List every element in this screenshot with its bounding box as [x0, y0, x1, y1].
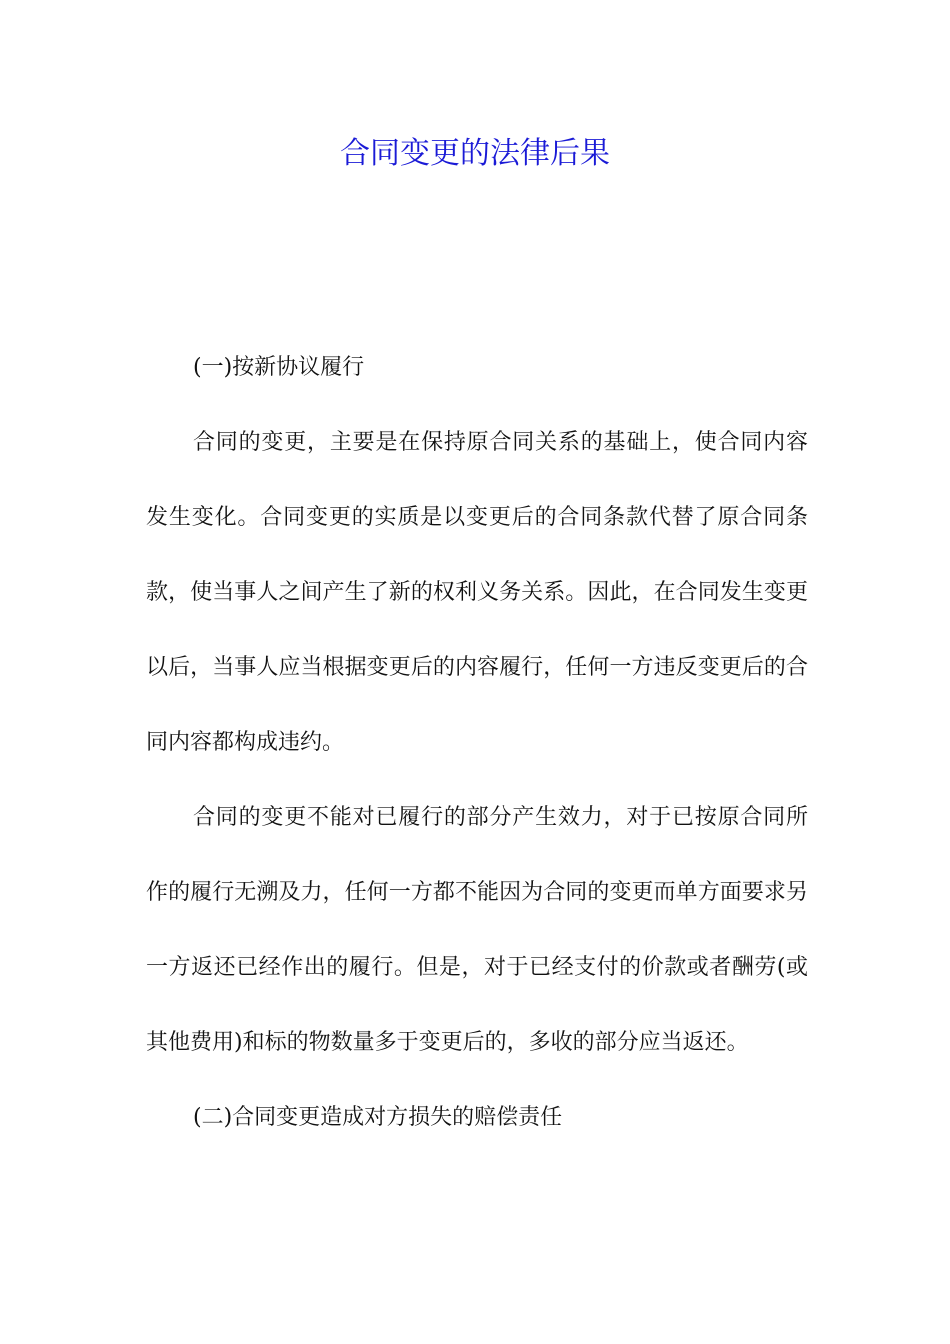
- paragraph-2: 合同的变更不能对已履行的部分产生效力，对于已按原合同所作的履行无溯及力，任何一方都不能因为合同的变更而单方面要求另一方返还已经作出的履行。但是，对于已经支付的价款或者酬劳(或其他费用)和标的物数量多于变更后的，多收的部分应当返还。: [146, 805, 808, 1055]
- section-heading-1: (一)按新协议履行: [193, 355, 365, 380]
- paragraph-1: 合同的变更，主要是在保持原合同关系的基础上，使合同内容发生变化。合同变更的实质是以变更后的合同条款代替了原合同条款，使当事人之间产生了新的权利义务关系。因此，在合同发生变更以后，当事人应当根据变更后的内容履行，任何一方违反变更后的合同内容都构成违约。: [146, 430, 808, 755]
- section-heading-2: (二)合同变更造成对方损失的赔偿责任: [193, 1105, 563, 1130]
- document-body: [146, 330, 808, 1155]
- document-title: 合同变更的法律后果: [340, 136, 610, 171]
